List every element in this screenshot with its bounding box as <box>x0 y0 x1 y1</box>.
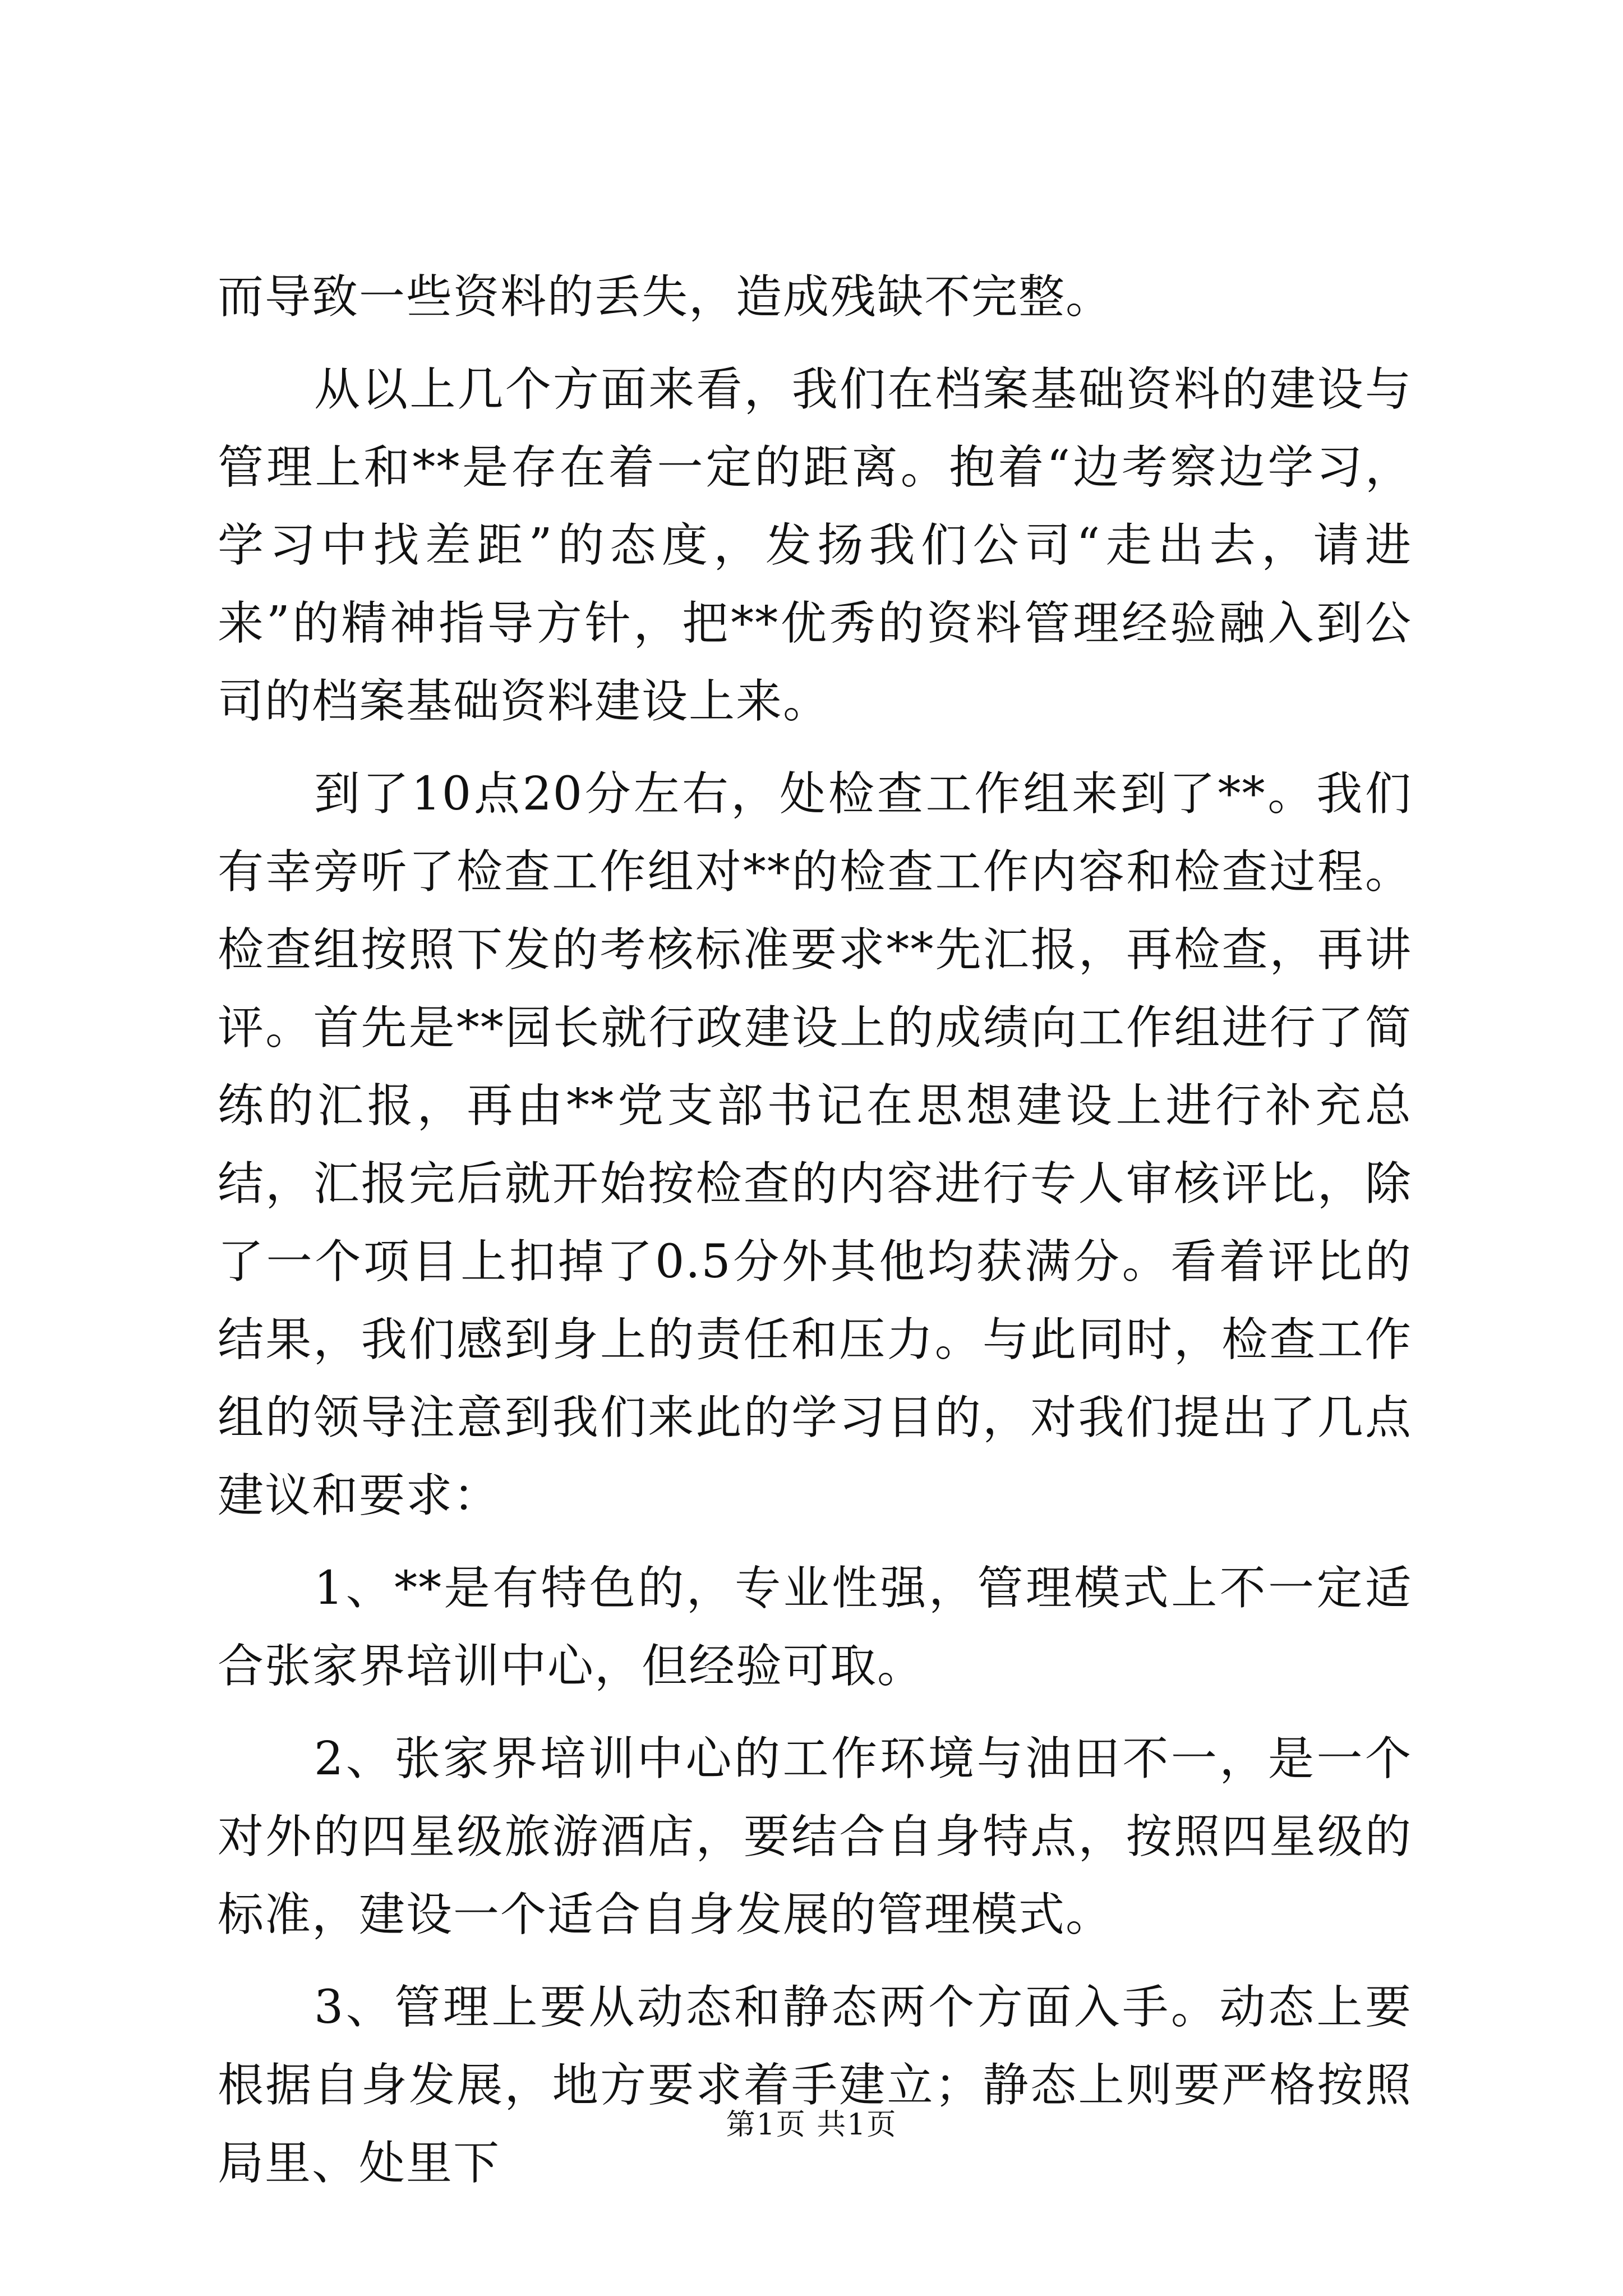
suggestion-item-1: 1、**是有特色的，专业性强，管理模式上不一定适合张家界培训中心，但经验可取。 <box>218 1562 1412 1693</box>
suggestion-item-2: 2、张家界培训中心的工作环境与油田不一，是一个对外的四星级旅游酒店，要结合自身特点，按照四星级的标准，建设一个适合自身发展的管理模式。 <box>218 1732 1412 1941</box>
page-footer: 第1页 共1页 <box>726 2108 897 2142</box>
paragraph-inspection-process: 到了10点20分左右，处检查工作组来到了**。我们有幸旁听了检查工作组对**的检查工作内容和检查过程。检查组按照下发的考核标准要求**先汇报，再检查，再讲评。首先是**园长就行政建设上的成绩向工作组进行了简练的汇报，再由**党支部书记在思想建设上进行补充总结，汇报完后就开始按检查的内容进行专人审核评比，除了一个项目上扣掉了0.5分外其他均获满分。看着评比的结果，我们感到身上的责任和压力。与此同时，检查工作组的领导注意到我们来此的学习目的，对我们提出了几点建议和要求： <box>218 767 1412 1522</box>
paragraph-continuation: 而导致一些资料的丢失，造成残缺不完整。 <box>218 270 1113 324</box>
suggestion-item-3: 3、管理上要从动态和静态两个方面入手。动态上要根据自身发展，地方要求着手建立；静态上则要严格按照局里、处里下 <box>218 1981 1412 2190</box>
document-body <box>218 258 1412 2217</box>
paragraph-archive-gap: 从以上几个方面来看，我们在档案基础资料的建设与管理上和**是存在着一定的距离。抱着“边考察边学习，学习中找差距”的态度，发扬我们公司“走出去，请进来”的精神指导方针，把**优秀的资料管理经验融入到公司的档案基础资料建设上来。 <box>218 363 1412 728</box>
